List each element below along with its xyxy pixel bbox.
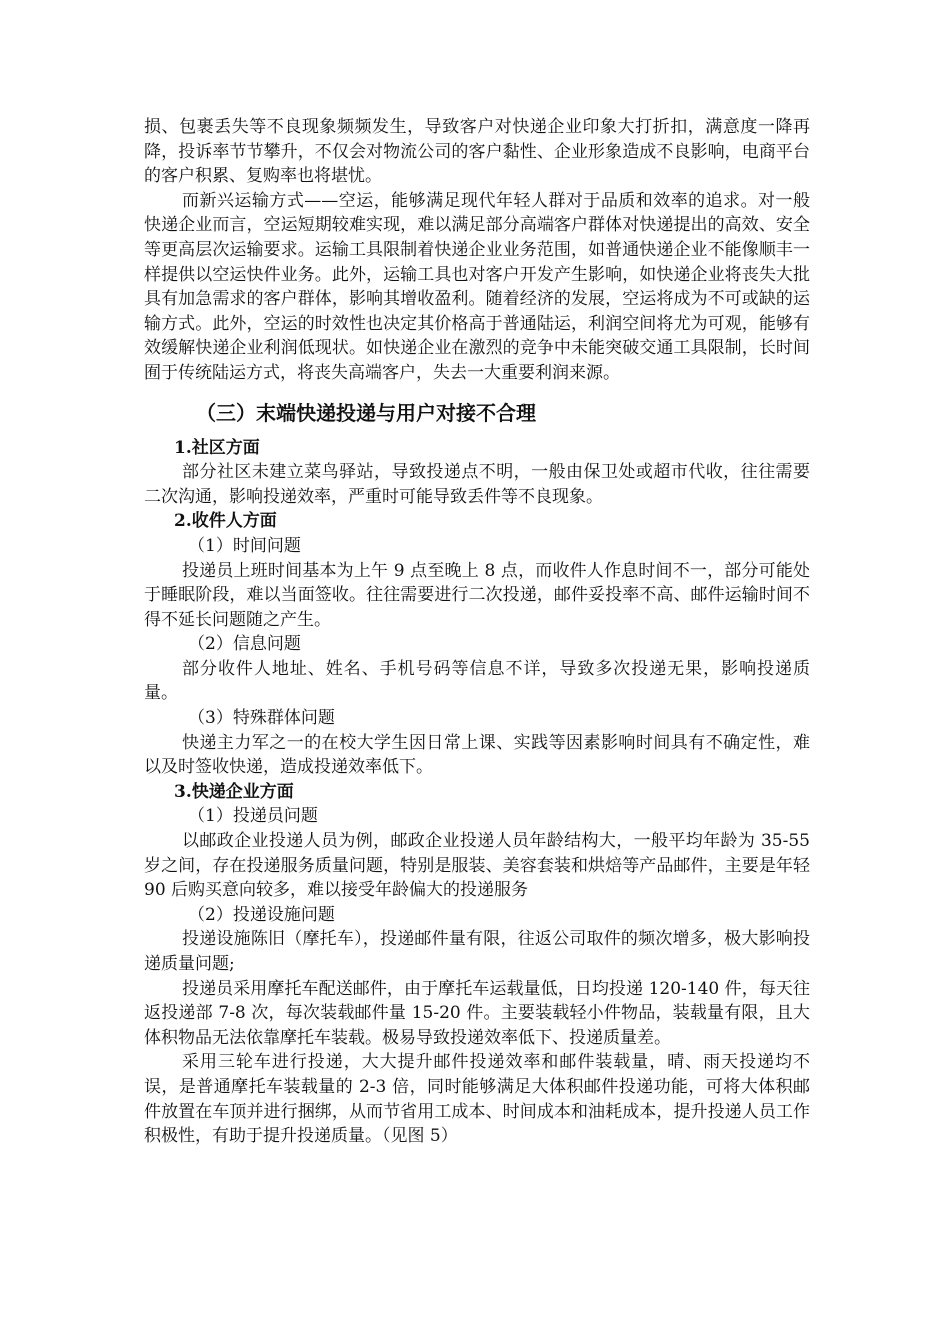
paragraph-air-transport: 而新兴运输方式——空运，能够满足现代年轻人群对于品质和效率的追求。对一般快递企业而言，空运短期较难实现，难以满足部分高端客户群体对快递提出的高效、安全等更高层次运输要求。运输工具限制着快递企业业务范围，如普通快递企业不能像顺丰一样提供以空运快件业务。此外，运输工具也对客户开发产生影响，如快递企业将丧失大批具有加急需求的客户群体，影响其增收盈利。随着经济的发展，空运将成为不可或缺的运输方式。此外，空运的时效性也决定其价格高于普通陆运，利润空间将尤为可观，能够有效缓解快递企业利润低现状。如快递企业在激烈的竞争中未能突破交通工具限制，长时间囿于传统陆运方式，将丧失高端客户，失去一大重要利润来源。 [144, 190, 810, 383]
document-page [144, 115, 810, 1149]
paragraph-continuation: 损、包裹丢失等不良现象频频发生，导致客户对快递企业印象大打折扣，满意度一降再降，投诉率节节攀升，不仅会对物流公司的客户黏性、企业形象造成不良影响，电商平台的客户积累、复购率也将堪忧。 [144, 117, 810, 187]
paragraph-info: 部分收件人地址、姓名、手机号码等信息不详，导致多次投递无果，影响投递质量。 [144, 658, 810, 704]
item-heading-time: （1）时间问题 [188, 535, 301, 556]
paragraph-special: 快递主力军之一的在校大学生因日常上课、实践等因素影响时间具有不确定性，难以及时签收快递，造成投递效率低下。 [144, 732, 810, 778]
section-heading-last-mile: （三）末端快递投递与用户对接不合理 [196, 400, 536, 425]
paragraph-facility-3: 采用三轮车进行投递，大大提升邮件投递效率和邮件装载量，晴、雨天投递均不误，是普通摩托车装载量的 2-3 倍，同时能够满足大体积邮件投递功能，可将大体积邮件放置在车顶并进行捆绑，从而节省用工成本、时间成本和油耗成本，提升投递人员工作积极性，有助于提升投递质量。（见图 5） [144, 1052, 810, 1147]
paragraph-facility-2: 投递员采用摩托车配送邮件，由于摩托车运载量低，日均投递 120-140 件，每天往返投递部 7-8 次，每次装载邮件量 15-20 件。主要装载轻小件物品，装载量有限，且大体积物品无法依靠摩托车装载。极易导致投递效率低下、投递质量差。 [144, 978, 810, 1048]
paragraph-community: 部分社区未建立菜鸟驿站，导致投递点不明，一般由保卫处或超市代收，往往需要二次沟通，影响投递效率，严重时可能导致丢件等不良现象。 [144, 462, 810, 507]
item-heading-courier: （1）投递员问题 [188, 806, 318, 827]
paragraph-time: 投递员上班时间基本为上午 9 点至晚上 8 点，而收件人作息时间不一，部分可能处于睡眠阶段，难以当面签收。往往需要进行二次投递，邮件妥投率不高、邮件运输时间不得不延长问题随之产生。 [144, 560, 810, 630]
paragraph-courier: 以邮政企业投递人员为例，邮政企业投递人员年龄结构大，一般平均年龄为 35-55 岁之间，存在投递服务质量问题，特别是服装、美容套装和烘焙等产品邮件，主要是年轻 90 后购买意向较多，难以接受年龄偏大的投递服务 [144, 831, 810, 901]
subheading-community: 1.社区方面 [174, 437, 260, 458]
item-heading-info: （2）信息问题 [188, 634, 301, 655]
item-heading-facility: （2）投递设施问题 [188, 904, 335, 925]
subheading-recipient: 2.收件人方面 [174, 511, 277, 532]
item-heading-special: （3）特殊群体问题 [188, 708, 335, 729]
paragraph-facility-1: 投递设施陈旧（摩托车），投递邮件量有限，往返公司取件的频次增多，极大影响投递质量问题; [144, 929, 810, 974]
subheading-company: 3.快递企业方面 [174, 781, 294, 802]
